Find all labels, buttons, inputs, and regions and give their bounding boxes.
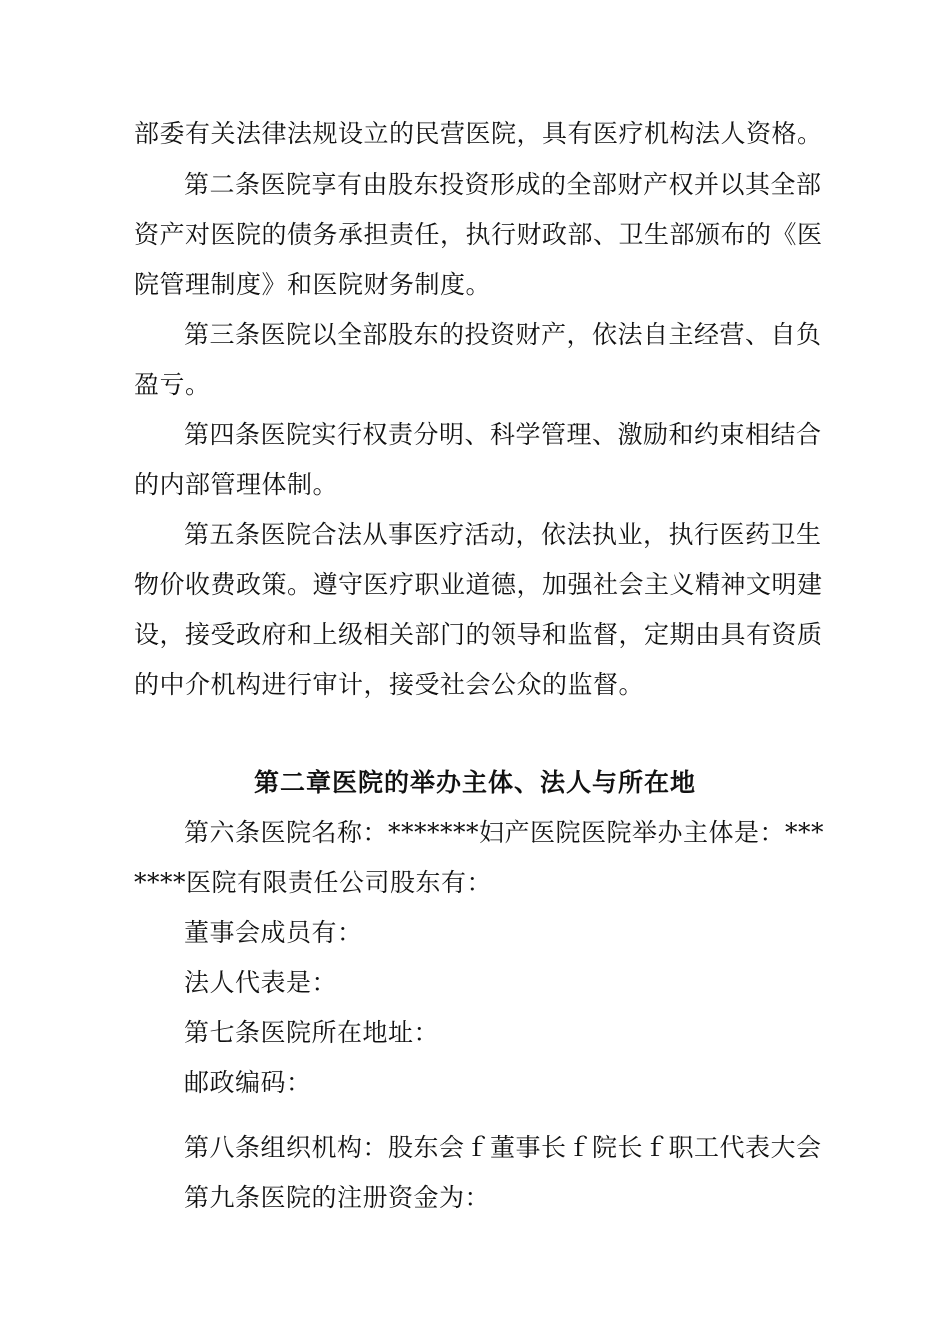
legal-representative-line: 法人代表是： — [184, 968, 338, 997]
text-line: 院管理制度》和医院财务制度。 — [134, 270, 492, 299]
article-4-line: 第四条医院实行权责分明、科学管理、激励和约束相结合 — [184, 420, 822, 449]
text-line: 盈亏。 — [134, 370, 211, 399]
article-6-line: 第六条医院名称：*******妇产医院医院举办主体是：*** — [184, 818, 825, 847]
article-2-line: 第二条医院享有由股东投资形成的全部财产权并以其全部 — [184, 170, 822, 199]
text-line: 的中介机构进行审计，接受社会公众的监督。 — [134, 670, 645, 699]
text-line: 物价收费政策。遵守医疗职业道德，加强社会主义精神文明建 — [134, 570, 823, 599]
text-line: 部委有关法律法规设立的民营医院，具有医疗机构法人资格。 — [134, 119, 823, 148]
article-5-line: 第五条医院合法从事医疗活动，依法执业，执行医药卫生 — [184, 520, 822, 549]
chapter-heading: 第二章医院的举办主体、法人与所在地 — [253, 768, 696, 797]
text-line: ****医院有限责任公司股东有： — [134, 868, 493, 897]
article-9-line: 第九条医院的注册资金为： — [184, 1183, 491, 1212]
article-3-line: 第三条医院以全部股东的投资财产，依法自主经营、自负 — [184, 320, 822, 349]
board-members-line: 董事会成员有： — [184, 918, 363, 947]
text-line: 资产对医院的债务承担责任，执行财政部、卫生部颁布的《医 — [134, 220, 823, 249]
text-line: 的内部管理体制。 — [134, 470, 339, 499]
text-line: 设，接受政府和上级相关部门的领导和监督，定期由具有资质 — [134, 620, 823, 649]
article-8-line: 第八条组织机构：股东会ｆ董事长ｆ院长ｆ职工代表大会 — [184, 1133, 822, 1162]
postal-code-line: 邮政编码： — [184, 1068, 312, 1097]
article-7-line: 第七条医院所在地址： — [184, 1018, 440, 1047]
